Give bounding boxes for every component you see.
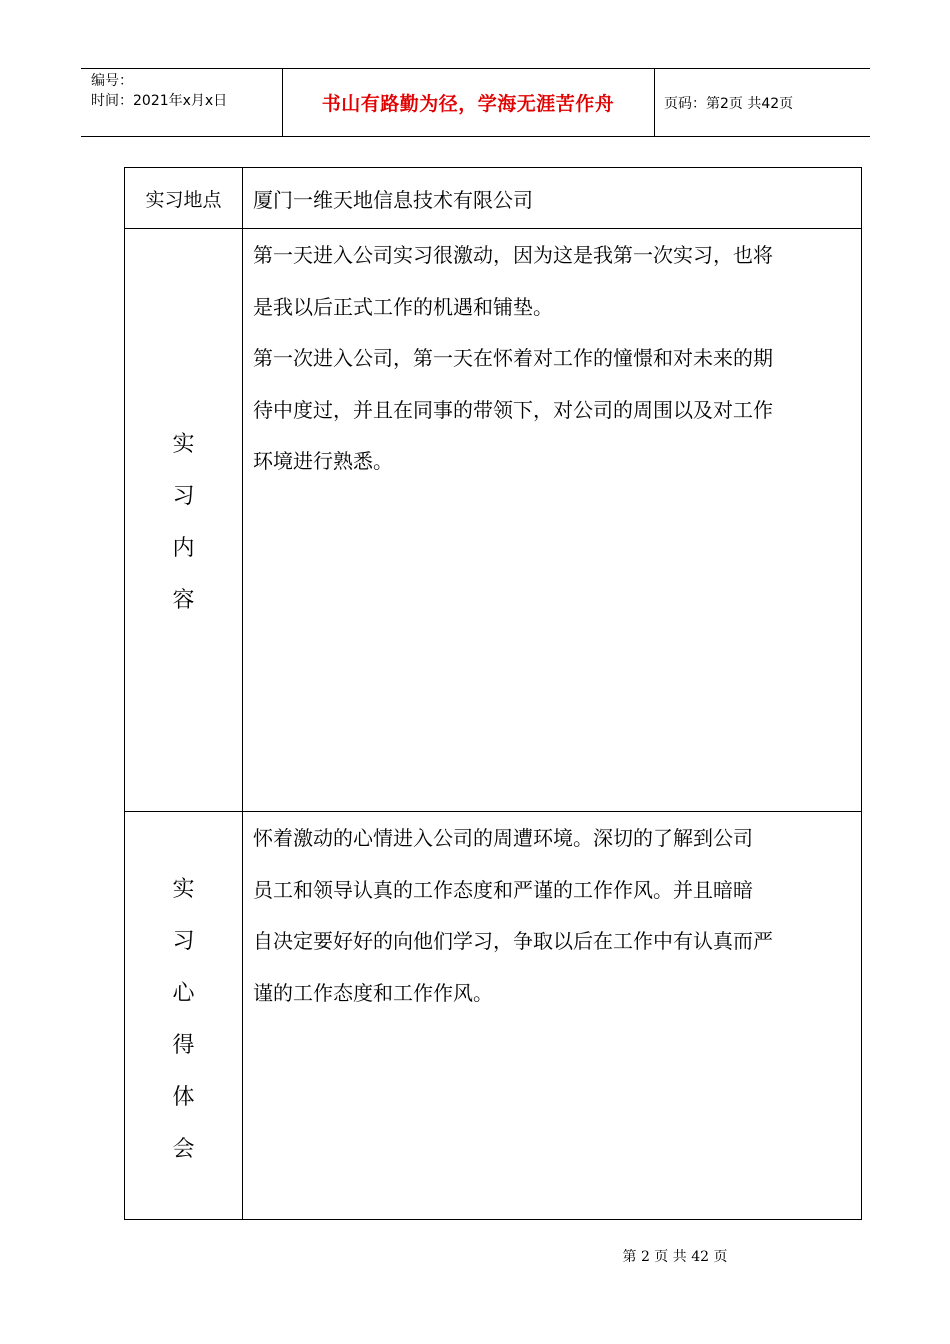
internship-table	[124, 167, 862, 1220]
content-line: 环境进行熟悉。	[253, 449, 393, 473]
content-line: 是我以后正式工作的机遇和铺垫。	[253, 294, 553, 319]
reflection-line: 谨的工作态度和工作作风。	[253, 980, 493, 1005]
number-label: 编号：	[91, 73, 133, 89]
reflection-line: 自决定要好好的向他们学习，争取以后在工作中有认真而严	[253, 929, 773, 953]
reflection-label-char: 得	[172, 1033, 195, 1058]
header-divider	[654, 69, 655, 136]
reflection-line: 怀着激动的心情进入公司的周遭环境。深切的了解到公司	[253, 826, 753, 850]
content-label-char: 实	[172, 432, 195, 457]
reflection-label-char: 会	[172, 1137, 195, 1162]
page-footer: 第 2 页 共 42 页	[622, 1249, 728, 1265]
reflection-label-char: 心	[172, 981, 195, 1006]
header-meta	[91, 71, 227, 111]
reflection-label	[125, 864, 242, 1176]
reflection-line: 员工和领导认真的工作态度和严谨的工作作风。并且暗暗	[253, 877, 753, 902]
reflection-label-char: 体	[172, 1085, 195, 1110]
content-text	[253, 230, 853, 488]
time-label: 时间：2021年x月x日	[91, 93, 228, 109]
content-line: 第一天进入公司实习很激动，因为这是我第一次实习，也将	[253, 243, 773, 267]
location-label: 实习地点	[145, 188, 222, 211]
reflection-label-char: 实	[172, 877, 195, 902]
content-line: 第一次进入公司，第一天在怀着对工作的憧憬和对未来的期	[253, 346, 773, 370]
reflection-text	[253, 813, 853, 1019]
row-divider	[125, 228, 861, 229]
page-header	[81, 68, 870, 137]
reflection-label-char: 习	[172, 929, 195, 954]
content-label	[125, 419, 242, 627]
location-value: 厦门一维天地信息技术有限公司	[253, 187, 533, 212]
header-motto: 书山有路勤为径，学海无涯苦作舟	[321, 93, 615, 115]
content-label-char: 容	[172, 588, 195, 613]
content-label-char: 习	[172, 484, 195, 509]
column-divider	[242, 168, 243, 1219]
content-line: 待中度过，并且在同事的带领下，对公司的周围以及对工作	[253, 397, 773, 422]
row-divider	[125, 811, 861, 812]
header-page-info: 页码：第2页 共42页	[664, 95, 794, 112]
content-label-char: 内	[172, 536, 195, 561]
